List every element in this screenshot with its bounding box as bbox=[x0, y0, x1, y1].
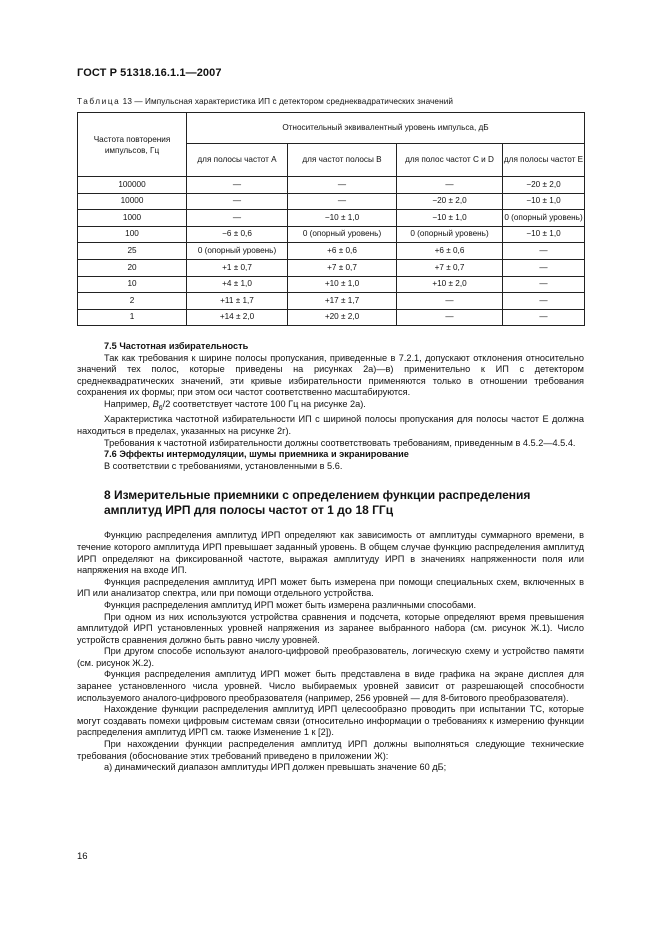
table-cell: +1 ± 0,7 bbox=[187, 259, 288, 276]
section-7-5-title: 7.5 Частотная избирательность bbox=[104, 341, 249, 351]
table-caption bbox=[77, 97, 453, 106]
paragraph: Функция распределения амплитуд ИРП может быть измерена различными способами. bbox=[104, 599, 477, 610]
paragraph: Функцию распределения амплитуд ИРП определяют как зависимость от амплитуды суммарного времени, в течение которого амплитуда ИРП превышает заданный уровень. В общем случае функцию распределения амплитуд ИРП определяют на фиксированной частоте, выражая амплитуду ИРП в значениях напряженности поля или напряжения на входе ИП. bbox=[77, 530, 584, 576]
section-8-title: 8 Измерительные приемники с определением функции распределения амплитуд ИРП для полосы частот от 1 до 18 ГГц bbox=[104, 488, 531, 518]
table-cell: 0 (опорный уровень) bbox=[503, 210, 585, 227]
sub-header-b: для частот полосы В bbox=[288, 144, 397, 177]
table-cell: 100 bbox=[78, 226, 187, 243]
paragraph: Требования к частотной избирательности должны соответствовать требованиям, приведенным в 4.5.2—4.5.4. bbox=[104, 437, 576, 448]
table-cell: 0 (опорный уровень) bbox=[187, 243, 288, 260]
table-cell: 2 bbox=[78, 293, 187, 310]
table-cell: −10 ± 1,0 bbox=[503, 193, 585, 210]
table-cell: +10 ± 1,0 bbox=[288, 276, 397, 293]
paragraph: Так как требования к ширине полосы пропускания, приведенные в 7.2.1, допускают отклонения относительно значений тех полос, которые приведены на рисунках 2а)—в) применительно к ИП с детектором среднеквадратических значений, эти кривые избирательности применяются только в отношении требования сохранения их формы; при этом оси частот соответственно масштабируются. bbox=[77, 352, 584, 398]
table-cell: +14 ± 2,0 bbox=[187, 309, 288, 326]
sub-header-cd: для полос частот С и D bbox=[397, 144, 503, 177]
sub-header-a: для полосы частот А bbox=[187, 144, 288, 177]
table-cell: −20 ± 2,0 bbox=[397, 193, 503, 210]
table-cell: 0 (опорный уровень) bbox=[397, 226, 503, 243]
table-cell: 1 bbox=[78, 309, 187, 326]
table-cell: — bbox=[503, 309, 585, 326]
paragraph: При одном из них используются устройства сравнения и подсчета, которые определяют время превышения амплитудой ИРП установленных уровней напряжения из заранее выбранного набора (см. рисунок Ж.1). Число устройств сравнения должно быть равно числу уровней. bbox=[77, 611, 584, 645]
table-cell: +7 ± 0,7 bbox=[288, 259, 397, 276]
table-cell: — bbox=[503, 276, 585, 293]
page-number: 16 bbox=[77, 851, 88, 862]
table-cell: +6 ± 0,6 bbox=[397, 243, 503, 260]
table-cell: — bbox=[187, 177, 288, 194]
table-cell: −10 ± 1,0 bbox=[397, 210, 503, 227]
table-cell: — bbox=[397, 293, 503, 310]
table-cell: −10 ± 1,0 bbox=[503, 226, 585, 243]
table-cell: 10 bbox=[78, 276, 187, 293]
paragraph: Функция распределения амплитуд ИРП может быть измерена при помощи специальных схем, включенных в ИП или анализатор спектра, или при помощи отдельного устройства. bbox=[77, 576, 584, 599]
table-cell: +4 ± 1,0 bbox=[187, 276, 288, 293]
table-row bbox=[78, 193, 585, 210]
table-row bbox=[78, 309, 585, 326]
table-row bbox=[78, 276, 585, 293]
table-cell: 0 (опорный уровень) bbox=[288, 226, 397, 243]
table-row bbox=[78, 243, 585, 260]
paragraph: Например, $B_6/2$ соответствует частоте 100 Гц на рисунке 2а). bbox=[104, 398, 366, 412]
table-cell: 20 bbox=[78, 259, 187, 276]
table-row bbox=[78, 210, 585, 227]
table-cell: +17 ± 1,7 bbox=[288, 293, 397, 310]
table-cell: — bbox=[397, 177, 503, 194]
table-cell: — bbox=[288, 177, 397, 194]
table-cell: +7 ± 0,7 bbox=[397, 259, 503, 276]
table-cell: — bbox=[503, 259, 585, 276]
col-header-frequency: Частота повторения импульсов, Гц bbox=[78, 113, 187, 177]
table-cell: −20 ± 2,0 bbox=[503, 177, 585, 194]
table-caption-prefix: Таблица bbox=[77, 97, 121, 106]
table-cell: — bbox=[503, 243, 585, 260]
table-caption-text: 13 — Импульсная характеристика ИП с детектором среднеквадратических значений bbox=[120, 97, 454, 106]
table-cell: −6 ± 0,6 bbox=[187, 226, 288, 243]
paragraph: В соответствии с требованиями, установленными в 5.6. bbox=[104, 460, 343, 471]
table-row bbox=[78, 259, 585, 276]
table-cell: — bbox=[187, 193, 288, 210]
group-header: Относительный эквивалентный уровень импульса, дБ bbox=[187, 113, 585, 144]
table-cell: 1000 bbox=[78, 210, 187, 227]
table-cell: 100000 bbox=[78, 177, 187, 194]
table-cell: 25 bbox=[78, 243, 187, 260]
document-body bbox=[77, 341, 584, 774]
paragraph: Характеристика частотной избирательности ИП с шириной полосы пропускания для полосы частот Е должна находиться в пределах, указанных на рисунке 2г). bbox=[77, 414, 584, 436]
table-row bbox=[78, 177, 585, 194]
table-cell: −10 ± 1,0 bbox=[288, 210, 397, 227]
table-cell: +6 ± 0,6 bbox=[288, 243, 397, 260]
table-cell: +11 ± 1,7 bbox=[187, 293, 288, 310]
document-header: ГОСТ Р 51318.16.1.1—2007 bbox=[77, 67, 222, 79]
symbol-subscript: 6 bbox=[158, 404, 163, 412]
impulse-response-table bbox=[77, 112, 585, 326]
table-cell: — bbox=[288, 193, 397, 210]
table-cell: +20 ± 2,0 bbox=[288, 309, 397, 326]
table-cell: +10 ± 2,0 bbox=[397, 276, 503, 293]
list-item: а) динамический диапазон амплитуды ИРП должен превышать значение 60 дБ; bbox=[104, 762, 447, 773]
paragraph: Нахождение функции распределения амплитуд ИРП целесообразно проводить при испытании ТС, которые могут создавать помехи цифровым системам связи (относительно информации о требованиях к измерению функции распределения амплитуд ИРП см. также Изменение 1 к [2]). bbox=[77, 704, 584, 738]
table-row bbox=[78, 293, 585, 310]
table-cell: — bbox=[503, 293, 585, 310]
table-cell: — bbox=[397, 309, 503, 326]
table-cell: — bbox=[187, 210, 288, 227]
section-7-6-title: 7.6 Эффекты интермодуляции, шумы приемника и экранирование bbox=[104, 449, 409, 460]
symbol-b: B bbox=[152, 398, 159, 409]
paragraph: Функция распределения амплитуд ИРП может быть представлена в виде графика на экране дисплея для заранее установленного числа уровней. Число выбираемых уровней зависит от разрешающей способности используемого аналого-цифрового преобразователя (например, 256 уровней — для 8-битового преобразователя). bbox=[77, 669, 584, 703]
table-cell: 10000 bbox=[78, 193, 187, 210]
table-row bbox=[78, 226, 585, 243]
sub-header-e: для полосы частот E bbox=[503, 144, 585, 177]
paragraph: При нахождении функции распределения амплитуд ИРП должны выполняться следующие технические требования (обоснование этих требований приведено в приложении Ж): bbox=[77, 739, 584, 761]
paragraph: При другом способе используют аналого-цифровой преобразователь, логическую схему и устройство памяти (см. рисунок Ж.2). bbox=[77, 646, 584, 668]
